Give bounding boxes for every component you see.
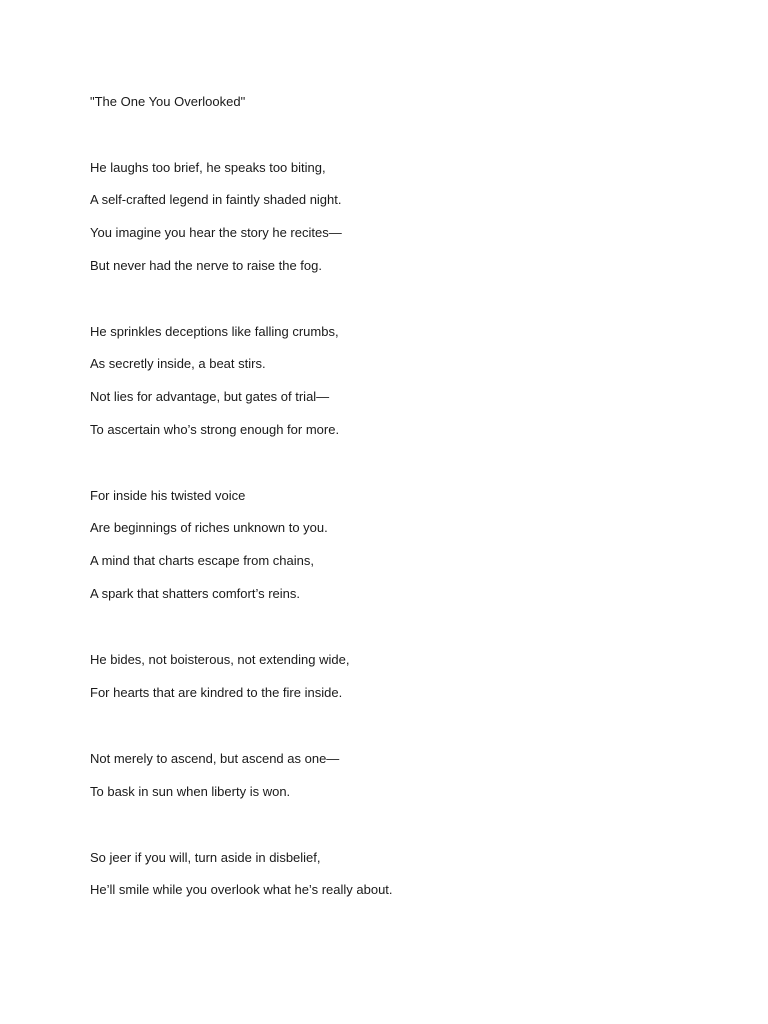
poem-line: So jeer if you will, turn aside in disbelief, (90, 850, 321, 865)
poem-line: You imagine you hear the story he recites— (90, 225, 342, 240)
poem-line: To ascertain who’s strong enough for more. (90, 422, 340, 437)
poem-line: For inside his twisted voice (90, 488, 246, 503)
poem-line: A spark that shatters comfort’s reins. (90, 586, 301, 601)
poem-line: A self-crafted legend in faintly shaded night. (90, 192, 342, 207)
poem-line: To bask in sun when liberty is won. (90, 784, 291, 799)
poem-line: Not merely to ascend, but ascend as one— (90, 751, 340, 766)
poem-line: As secretly inside, a beat stirs. (90, 356, 266, 371)
poem-line: He bides, not boisterous, not extending wide, (90, 652, 350, 667)
poem-line: Are beginnings of riches unknown to you. (90, 520, 328, 535)
poem-line: A mind that charts escape from chains, (90, 553, 314, 568)
poem-line: He laughs too brief, he speaks too biting, (90, 160, 326, 175)
poem-line: He sprinkles deceptions like falling crumbs, (90, 324, 339, 339)
poem-line: But never had the nerve to raise the fog. (90, 258, 322, 273)
poem-line: Not lies for advantage, but gates of trial— (90, 389, 330, 404)
poem-line: He’ll smile while you overlook what he’s really about. (90, 882, 393, 897)
poem-line: For hearts that are kindred to the fire inside. (90, 685, 343, 700)
poem-title: "The One You Overlooked" (90, 94, 246, 109)
